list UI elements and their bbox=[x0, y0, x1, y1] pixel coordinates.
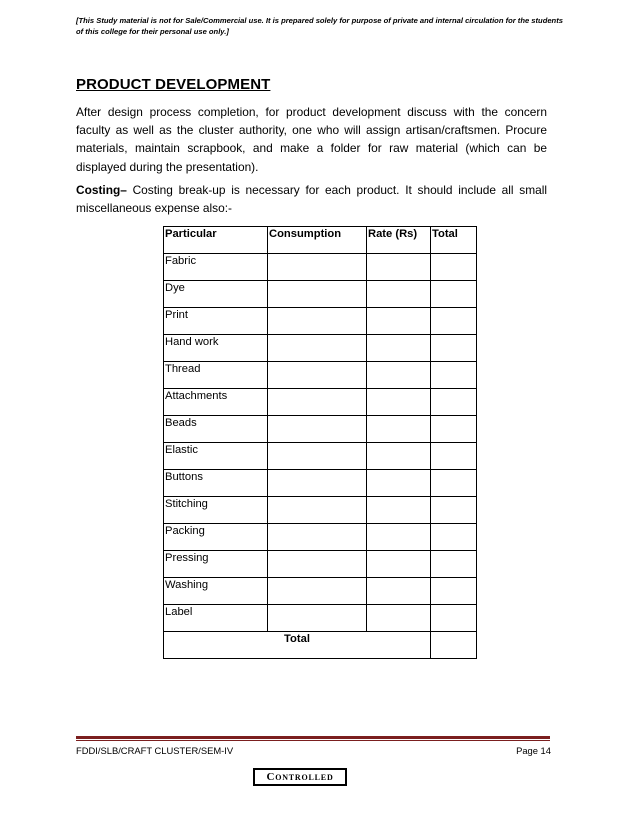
row-rate-cell bbox=[367, 416, 431, 443]
table-row bbox=[164, 281, 477, 308]
row-rate-cell bbox=[367, 308, 431, 335]
table-row bbox=[164, 389, 477, 416]
row-consumption-cell bbox=[268, 335, 367, 362]
row-particular: Washing bbox=[164, 578, 268, 605]
row-rate-cell bbox=[367, 254, 431, 281]
row-consumption-cell bbox=[268, 281, 367, 308]
row-total-cell bbox=[431, 443, 477, 470]
header-particular: Particular bbox=[164, 227, 268, 254]
row-consumption-cell bbox=[268, 470, 367, 497]
table-row bbox=[164, 308, 477, 335]
total-label: Total bbox=[164, 632, 431, 659]
table-row bbox=[164, 605, 477, 632]
row-rate-cell bbox=[367, 578, 431, 605]
row-particular: Buttons bbox=[164, 470, 268, 497]
row-consumption-cell bbox=[268, 551, 367, 578]
row-total-cell bbox=[431, 605, 477, 632]
table-row bbox=[164, 551, 477, 578]
row-particular: Thread bbox=[164, 362, 268, 389]
row-total-cell bbox=[431, 389, 477, 416]
table-row bbox=[164, 524, 477, 551]
row-rate-cell bbox=[367, 605, 431, 632]
row-total-cell bbox=[431, 281, 477, 308]
row-particular: Label bbox=[164, 605, 268, 632]
section-heading: PRODUCT DEVELOPMENT bbox=[76, 76, 271, 93]
table-row bbox=[164, 470, 477, 497]
row-total-cell bbox=[431, 308, 477, 335]
costing-label: Costing– bbox=[76, 183, 127, 197]
grand-total-cell bbox=[431, 632, 477, 659]
controlled-stamp: Controlled bbox=[253, 768, 347, 786]
row-total-cell bbox=[431, 254, 477, 281]
row-total-cell bbox=[431, 362, 477, 389]
footer-rule-thin bbox=[76, 740, 550, 741]
row-consumption-cell bbox=[268, 362, 367, 389]
row-rate-cell bbox=[367, 281, 431, 308]
row-total-cell bbox=[431, 416, 477, 443]
row-total-cell bbox=[431, 335, 477, 362]
row-consumption-cell bbox=[268, 497, 367, 524]
table-row bbox=[164, 254, 477, 281]
table-row bbox=[164, 578, 477, 605]
row-rate-cell bbox=[367, 362, 431, 389]
disclaimer-note: [This Study material is not for Sale/Commercial use. It is prepared solely for purpose of private and internal circulation for the students of this college for their personal use only.] bbox=[76, 16, 563, 36]
header-total: Total bbox=[431, 227, 477, 254]
header-consumption: Consumption bbox=[268, 227, 367, 254]
row-consumption-cell bbox=[268, 416, 367, 443]
table-header-row bbox=[164, 227, 477, 254]
row-particular: Attachments bbox=[164, 389, 268, 416]
costing-text: Costing break-up is necessary for each product. It should include all small miscellaneous expense also:- bbox=[76, 183, 547, 216]
footer-document-code: FDDI/SLB/CRAFT CLUSTER/SEM-IV bbox=[76, 745, 234, 756]
costing-table bbox=[163, 226, 477, 659]
row-consumption-cell bbox=[268, 443, 367, 470]
row-rate-cell bbox=[367, 443, 431, 470]
row-consumption-cell bbox=[268, 605, 367, 632]
row-particular: Beads bbox=[164, 416, 268, 443]
row-particular: Elastic bbox=[164, 443, 268, 470]
row-consumption-cell bbox=[268, 254, 367, 281]
table-row bbox=[164, 443, 477, 470]
row-consumption-cell bbox=[268, 308, 367, 335]
table-total-row bbox=[164, 632, 477, 659]
intro-paragraph: After design process completion, for product development discuss with the concern faculty as well as the cluster authority, one who will assign artisan/craftsmen. Procure materials, maintain scrapbook, and make a folder for raw material (which can be displayed during the presentation). bbox=[76, 105, 547, 174]
row-rate-cell bbox=[367, 389, 431, 416]
row-particular: Hand work bbox=[164, 335, 268, 362]
row-particular: Packing bbox=[164, 524, 268, 551]
row-rate-cell bbox=[367, 470, 431, 497]
row-rate-cell bbox=[367, 551, 431, 578]
row-total-cell bbox=[431, 497, 477, 524]
footer-page-number: Page 14 bbox=[516, 745, 551, 756]
row-total-cell bbox=[431, 524, 477, 551]
header-rate: Rate (Rs) bbox=[367, 227, 431, 254]
row-rate-cell bbox=[367, 335, 431, 362]
row-rate-cell bbox=[367, 524, 431, 551]
row-consumption-cell bbox=[268, 524, 367, 551]
row-particular: Fabric bbox=[164, 254, 268, 281]
row-consumption-cell bbox=[268, 578, 367, 605]
row-total-cell bbox=[431, 470, 477, 497]
table-row bbox=[164, 416, 477, 443]
row-particular: Print bbox=[164, 308, 268, 335]
table-row bbox=[164, 335, 477, 362]
row-particular: Stitching bbox=[164, 497, 268, 524]
row-total-cell bbox=[431, 578, 477, 605]
row-total-cell bbox=[431, 551, 477, 578]
row-particular: Dye bbox=[164, 281, 268, 308]
row-particular: Pressing bbox=[164, 551, 268, 578]
footer-rule-thick bbox=[76, 736, 550, 739]
row-consumption-cell bbox=[268, 389, 367, 416]
table-row bbox=[164, 497, 477, 524]
costing-paragraph bbox=[76, 181, 547, 217]
row-rate-cell bbox=[367, 497, 431, 524]
table-row bbox=[164, 362, 477, 389]
